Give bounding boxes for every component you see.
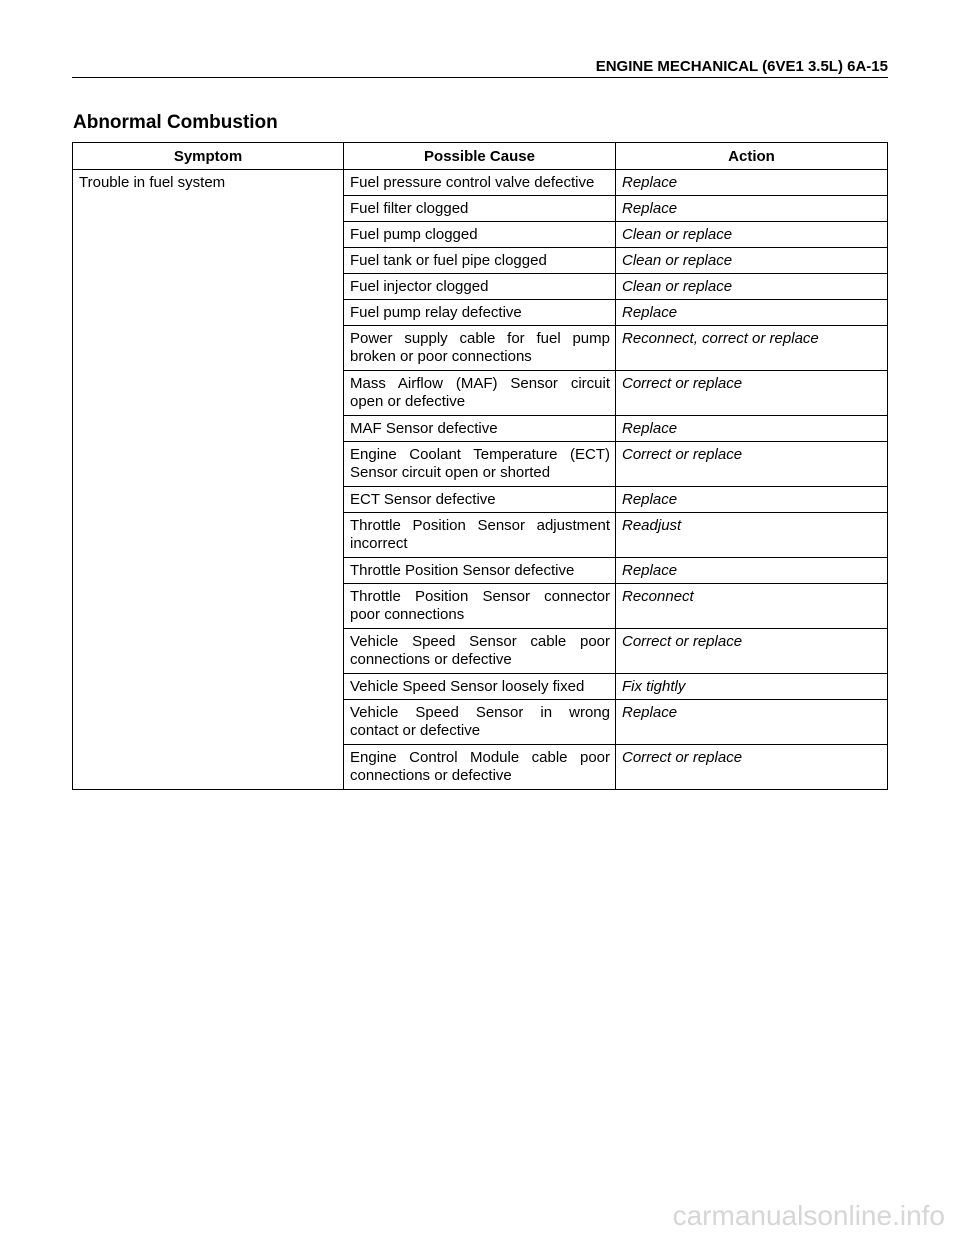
section-title: Abnormal Combustion — [73, 112, 278, 133]
cause-cell: Throttle Position Sensor connector poor connections — [344, 584, 616, 629]
page-header: ENGINE MECHANICAL (6VE1 3.5L) 6A-15 — [72, 58, 888, 78]
cause-cell: Mass Airflow (MAF) Sensor circuit open or defective — [344, 371, 616, 416]
action-cell: Reconnect — [616, 584, 888, 629]
column-header-action: Action — [616, 143, 888, 170]
cause-cell: Engine Control Module cable poor connections or defective — [344, 745, 616, 790]
cause-cell: Vehicle Speed Sensor cable poor connections or defective — [344, 629, 616, 674]
action-cell: Correct or replace — [616, 629, 888, 674]
cause-cell: Fuel filter clogged — [344, 196, 616, 222]
column-header-symptom: Symptom — [73, 143, 344, 170]
cause-cell: Fuel pump clogged — [344, 222, 616, 248]
cause-cell: MAF Sensor defective — [344, 416, 616, 442]
cause-cell: Fuel pressure control valve defective — [344, 170, 616, 196]
action-cell: Correct or replace — [616, 745, 888, 790]
symptom-cell: Trouble in fuel system — [73, 170, 344, 790]
action-cell: Readjust — [616, 513, 888, 558]
table-header-row — [73, 143, 888, 170]
cause-cell: Fuel pump relay defective — [344, 300, 616, 326]
action-cell: Correct or replace — [616, 371, 888, 416]
action-cell: Replace — [616, 700, 888, 745]
cause-cell: Power supply cable for fuel pump broken or poor connections — [344, 326, 616, 371]
action-cell: Replace — [616, 196, 888, 222]
cause-cell: Fuel injector clogged — [344, 274, 616, 300]
cause-cell: Engine Coolant Temperature (ECT) Sensor circuit open or shorted — [344, 442, 616, 487]
action-cell: Replace — [616, 170, 888, 196]
cause-cell: Vehicle Speed Sensor in wrong contact or defective — [344, 700, 616, 745]
column-header-possible-cause: Possible Cause — [344, 143, 616, 170]
cause-cell: Fuel tank or fuel pipe clogged — [344, 248, 616, 274]
watermark: carmanualsonline.info — [672, 1200, 945, 1231]
troubleshooting-table — [72, 142, 888, 790]
cause-cell: Throttle Position Sensor adjustment incorrect — [344, 513, 616, 558]
cause-cell: ECT Sensor defective — [344, 487, 616, 513]
action-cell: Clean or replace — [616, 222, 888, 248]
cause-cell: Vehicle Speed Sensor loosely fixed — [344, 674, 616, 700]
action-cell: Replace — [616, 558, 888, 584]
action-cell: Clean or replace — [616, 248, 888, 274]
action-cell: Replace — [616, 487, 888, 513]
action-cell: Replace — [616, 416, 888, 442]
action-cell: Replace — [616, 300, 888, 326]
action-cell: Fix tightly — [616, 674, 888, 700]
action-cell: Correct or replace — [616, 442, 888, 487]
action-cell: Reconnect, correct or replace — [616, 326, 888, 371]
action-cell: Clean or replace — [616, 274, 888, 300]
cause-cell: Throttle Position Sensor defective — [344, 558, 616, 584]
table-row — [73, 170, 888, 196]
